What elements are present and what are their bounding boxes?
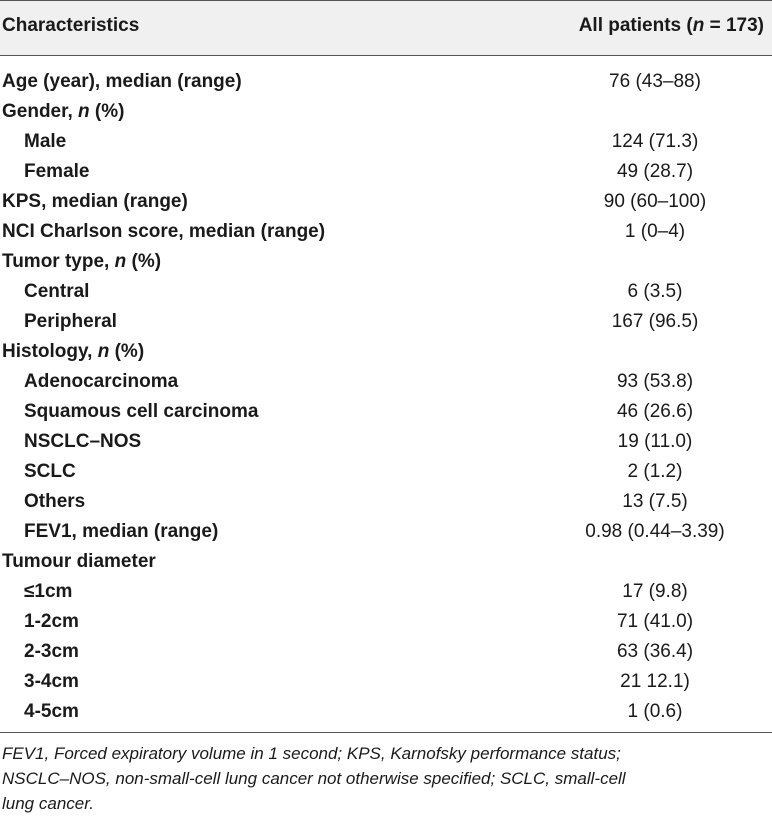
row-label-text: Female [24, 161, 90, 182]
row-value: 2 (1.2) [627, 461, 683, 482]
row-label-text: Age (year), median (range) [2, 71, 242, 92]
table-row [0, 428, 772, 458]
table-row [0, 668, 772, 698]
row-label [24, 131, 66, 153]
footnote-line-1: FEV1, Forced expiratory volume in 1 second; KPS, Karnofsky performance status; [2, 744, 621, 763]
table-body [0, 68, 772, 728]
table-row [0, 578, 772, 608]
row-label [2, 221, 325, 243]
row-label [24, 311, 117, 333]
row-label-text: 4-5cm [24, 701, 79, 722]
row-label-text: Tumour diameter [2, 551, 156, 572]
table-row [0, 638, 772, 668]
row-value: 13 (7.5) [622, 491, 688, 512]
row-label-italic: n [114, 251, 127, 272]
row-value: 19 (11.0) [617, 431, 693, 452]
row-label-text: 3-4cm [24, 671, 79, 692]
column-header-n: n [692, 15, 705, 36]
table-row [0, 248, 772, 278]
table-row [0, 488, 772, 518]
row-label-text: FEV1, median (range) [24, 521, 219, 542]
table-row [0, 128, 772, 158]
row-label-text: Tumor type, [2, 251, 115, 272]
column-header-all-patients [579, 15, 764, 37]
row-label [24, 701, 79, 723]
column-header-prefix: All patients ( [578, 15, 693, 36]
row-label [24, 491, 85, 513]
row-label [24, 461, 76, 483]
row-label [2, 101, 124, 123]
row-label-suffix: (%) [126, 251, 162, 272]
row-value: 167 (96.5) [611, 311, 699, 332]
table-row [0, 338, 772, 368]
row-label-text: Adenocarcinoma [24, 371, 179, 392]
row-label-text: NSCLC–NOS [24, 431, 142, 452]
table-row [0, 98, 772, 128]
table-bottom-rule [0, 732, 772, 733]
row-label [2, 251, 161, 273]
row-label [24, 431, 141, 453]
row-value: 6 (3.5) [627, 281, 683, 302]
table-row [0, 68, 772, 98]
table-row [0, 698, 772, 728]
row-label-text: Squamous cell carcinoma [24, 401, 259, 422]
row-label [2, 71, 242, 93]
row-label [24, 371, 178, 393]
row-label [2, 551, 156, 573]
row-label-text: Male [24, 131, 67, 152]
row-label [24, 401, 258, 423]
table-row [0, 398, 772, 428]
table-row [0, 368, 772, 398]
table-row [0, 218, 772, 248]
row-label [24, 521, 218, 543]
row-label-text: Peripheral [24, 311, 117, 332]
footnote-line-3: lung cancer. [2, 794, 94, 813]
row-value: 1 (0.6) [627, 701, 683, 722]
table-row [0, 518, 772, 548]
row-label-text: KPS, median (range) [2, 191, 188, 212]
row-label-suffix: (%) [109, 341, 145, 362]
table-row [0, 548, 772, 578]
row-label-text: Histology, [2, 341, 98, 362]
row-label [24, 281, 89, 303]
row-value: 17 (9.8) [622, 581, 688, 602]
row-label [2, 341, 144, 363]
row-value: 124 (71.3) [611, 131, 699, 152]
row-label-text: NCI Charlson score, median (range) [2, 221, 326, 242]
row-value: 93 (53.8) [616, 371, 694, 392]
table-row [0, 308, 772, 338]
row-value: 63 (36.4) [616, 641, 694, 662]
row-value: 0.98 (0.44–3.39) [585, 521, 725, 542]
row-label-text: SCLC [24, 461, 76, 482]
row-value: 46 (26.6) [616, 401, 694, 422]
table-row [0, 608, 772, 638]
row-value: 90 (60–100) [603, 191, 707, 212]
row-label-text: 2-3cm [24, 641, 79, 662]
column-header-characteristics: Characteristics [2, 15, 140, 36]
table-row [0, 158, 772, 188]
footnote-line-2: NSCLC–NOS, non-small-cell lung cancer not otherwise specified; SCLC, small-cell [2, 769, 626, 788]
column-header-suffix: = 173) [704, 15, 764, 36]
row-label [24, 161, 89, 183]
row-label [24, 611, 79, 633]
row-label-text: Others [24, 491, 86, 512]
row-value: 76 (43–88) [609, 71, 701, 92]
table-row [0, 278, 772, 308]
row-label-text: ≤1cm [24, 581, 73, 602]
row-label-italic: n [97, 341, 110, 362]
table-row [0, 188, 772, 218]
row-value: 71 (41.0) [616, 611, 694, 632]
row-label-suffix: (%) [89, 101, 125, 122]
table-row [0, 458, 772, 488]
row-label [24, 581, 72, 603]
row-value: 21 12.1) [620, 671, 690, 692]
row-value: 1 (0–4) [624, 221, 686, 242]
row-label [24, 671, 79, 693]
row-label [2, 191, 188, 213]
row-label-text: 1-2cm [24, 611, 79, 632]
row-value: 49 (28.7) [616, 161, 694, 182]
row-label-italic: n [78, 101, 90, 122]
table-header [0, 0, 772, 56]
row-label [24, 641, 79, 663]
row-label-text: Central [24, 281, 90, 302]
table-footnote [2, 741, 770, 816]
row-label-text: Gender, [2, 101, 79, 122]
